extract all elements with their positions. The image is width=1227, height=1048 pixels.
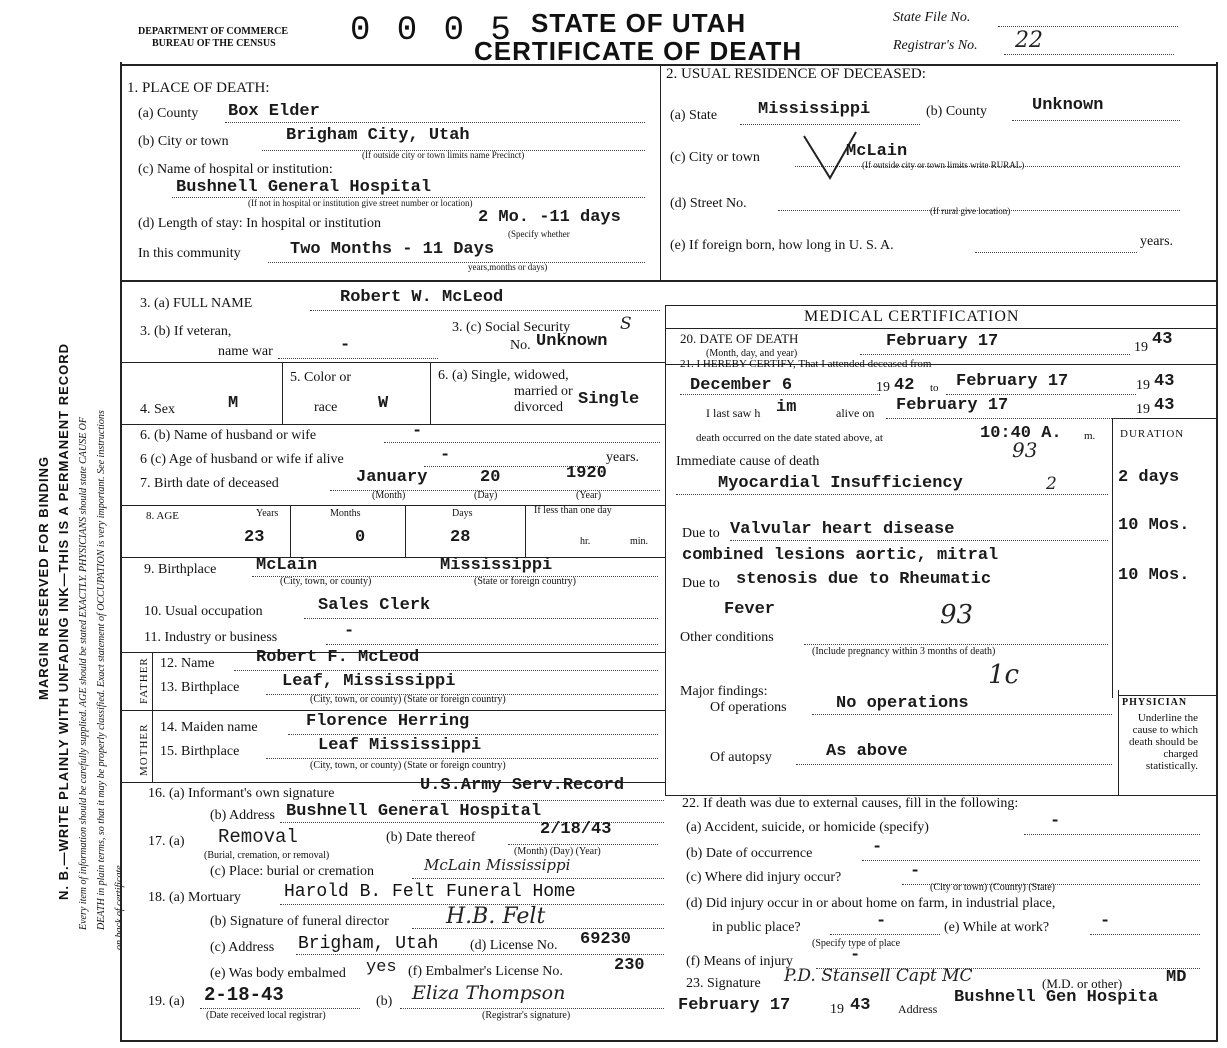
age-months: 0 bbox=[355, 528, 366, 547]
sex-value: M bbox=[228, 394, 239, 413]
removal-label: 17. (a) bbox=[148, 834, 185, 849]
date-of-death-note: (Month, day, and year) bbox=[706, 348, 798, 359]
embalmer-license-label: (f) Embalmer's License No. bbox=[408, 964, 563, 979]
burial-place: McLain Mississippi bbox=[424, 856, 571, 874]
immediate-cause: Myocardial Insufficiency bbox=[718, 474, 963, 493]
alive-year: 43 bbox=[1154, 396, 1175, 415]
due-to-label-1: Due to bbox=[682, 526, 720, 541]
spouse-label: 6. (b) Name of husband or wife bbox=[140, 428, 317, 443]
industry-label: 11. Industry or business bbox=[144, 630, 278, 645]
state-title: STATE OF UTAH bbox=[531, 8, 747, 38]
external-a-label: (a) Accident, suicide, or homicide (specify) bbox=[686, 820, 929, 835]
informant-sig: U.S.Army Serv.Record bbox=[420, 776, 625, 795]
received-label: 19. (a) bbox=[148, 994, 185, 1009]
mother-birth-label: 15. Birthplace bbox=[160, 744, 240, 759]
duration-label: DURATION bbox=[1120, 428, 1185, 440]
residence-years-label: years. bbox=[1140, 234, 1174, 249]
physician-sig-label: 23. Signature bbox=[686, 976, 761, 991]
race-value: W bbox=[378, 394, 389, 413]
place-community-label: In this community bbox=[138, 246, 241, 261]
external-c-label: (c) Where did injury occur? bbox=[686, 870, 842, 885]
license-label: (d) License No. bbox=[470, 938, 558, 953]
removal-value: Removal bbox=[218, 826, 298, 848]
birth-year: 1920 bbox=[566, 464, 607, 483]
mother-note: (City, town, or county) (State or foreign country) bbox=[310, 760, 506, 771]
physician-sig: P.D. Stansell Capt MC bbox=[784, 966, 973, 986]
attended-to-year: 43 bbox=[1154, 372, 1175, 391]
ss-mark: S bbox=[620, 314, 632, 334]
birthplace-note-city: (City, town, or county) bbox=[280, 576, 372, 587]
md-value: MD bbox=[1166, 968, 1187, 987]
bureau-label: BUREAU OF THE CENSUS bbox=[152, 38, 276, 49]
birth-day: 20 bbox=[480, 468, 501, 487]
physician-box-title: PHYSICIAN bbox=[1122, 697, 1188, 708]
due-to-4: Fever bbox=[724, 600, 776, 619]
operations-label: Of operations bbox=[710, 700, 787, 715]
removal-note: (Burial, cremation, or removal) bbox=[204, 850, 330, 861]
industry: - bbox=[344, 622, 355, 641]
race-label: race bbox=[314, 400, 338, 415]
director-sig: H.B. Felt bbox=[446, 904, 546, 929]
occurred-label: death occurred on the date stated above, at bbox=[696, 432, 883, 444]
place-county-label: (a) County bbox=[138, 106, 199, 121]
margin-binding-text: MARGIN RESERVED FOR BINDING bbox=[36, 455, 51, 700]
full-name: Robert W. McLeod bbox=[340, 288, 504, 307]
embalmed-value: yes bbox=[366, 958, 397, 977]
embalmed-label: (e) Was body embalmed bbox=[210, 966, 346, 981]
sex-label: 4. Sex bbox=[140, 402, 175, 417]
from-year-prefix: 19 bbox=[876, 380, 890, 395]
removal-date: 2/18/43 bbox=[540, 820, 612, 839]
informant-label: 16. (a) Informant's own signature bbox=[148, 786, 335, 801]
external-heading: 22. If death was due to external causes, fill in the following: bbox=[682, 796, 1019, 811]
residence-state-label: (a) State bbox=[670, 108, 718, 123]
received-note: (Date received local registrar) bbox=[206, 1010, 326, 1021]
place-hospital-note: (If not in hospital or institution give street number or location) bbox=[248, 198, 473, 208]
ss-label: 3. (c) Social Security bbox=[452, 320, 571, 335]
other-conditions-label: Other conditions bbox=[680, 630, 774, 645]
birthplace-label: 9. Birthplace bbox=[144, 562, 217, 577]
code-mark-3: 1c bbox=[988, 660, 1020, 690]
removal-date-label: (b) Date thereof bbox=[386, 830, 476, 845]
age-less-col: If less than one day bbox=[534, 505, 612, 516]
place-stay-label: (d) Length of stay: In hospital or institution bbox=[138, 216, 382, 231]
code-mark-1: 93 bbox=[1012, 438, 1038, 462]
mother-side-label: MOTHER bbox=[138, 723, 150, 776]
father-birth: Leaf, Mississippi bbox=[282, 672, 456, 691]
birth-month-note: (Month) bbox=[372, 490, 406, 501]
marital-label-3: divorced bbox=[514, 400, 563, 415]
date-of-death-label: 20. DATE OF DEATH bbox=[680, 331, 799, 346]
age-label: 8. AGE bbox=[146, 510, 179, 522]
alive-on-label: alive on bbox=[836, 406, 875, 420]
external-f: - bbox=[850, 946, 861, 965]
place-stay: 2 Mo. -11 days bbox=[478, 208, 621, 227]
certificate-number: 0 0 0 5 bbox=[350, 12, 514, 50]
mother-name-label: 14. Maiden name bbox=[160, 720, 258, 735]
sig-year-prefix: 19 bbox=[830, 1002, 844, 1017]
ss-label-no: No. bbox=[510, 338, 531, 353]
operations: No operations bbox=[836, 694, 969, 713]
full-name-label: 3. (a) FULL NAME bbox=[140, 296, 253, 311]
marital-label: 6. (a) Single, widowed, bbox=[438, 368, 569, 383]
md-label: (M.D. or other) bbox=[1042, 976, 1123, 991]
age-min-label: min. bbox=[630, 536, 649, 547]
to-year-prefix: 19 bbox=[1136, 378, 1150, 393]
physician-box-text: Underline the cause to which death should be charged statistically. bbox=[1128, 712, 1198, 772]
residence-city-note: (If outside city or town limits write RURAL) bbox=[862, 160, 1025, 170]
birth-label: 7. Birth date of deceased bbox=[140, 476, 279, 491]
registrar-b-label: (b) bbox=[376, 994, 393, 1009]
place-hospital: Bushnell General Hospital bbox=[176, 178, 432, 197]
color-label: 5. Color or bbox=[290, 370, 352, 385]
age-months-col: Months bbox=[330, 508, 361, 519]
code-mark-2: 93 bbox=[940, 600, 974, 630]
alive-on: February 17 bbox=[896, 396, 1009, 415]
external-specify-note: (Specify type of place bbox=[812, 938, 901, 949]
external-d2: - bbox=[876, 912, 887, 931]
father-side-label: FATHER bbox=[138, 657, 150, 704]
external-b-label: (b) Date of occurrence bbox=[686, 846, 813, 861]
dod-year: 43 bbox=[1152, 330, 1173, 349]
physician-address-label: Address bbox=[898, 1002, 938, 1016]
other-conditions-note: (Include pregnancy within 3 months of death) bbox=[812, 646, 996, 657]
birthplace-state: Mississippi bbox=[440, 556, 553, 575]
birth-month: January bbox=[356, 468, 428, 487]
age-hr-label: hr. bbox=[580, 536, 591, 547]
external-f-label: (f) Means of injury bbox=[686, 954, 793, 969]
m-label: m. bbox=[1084, 430, 1096, 442]
certify-label: 21. I HEREBY CERTIFY, That I attended deceased from bbox=[680, 358, 932, 370]
age-days: 28 bbox=[450, 528, 471, 547]
mortuary-address: Brigham, Utah bbox=[298, 934, 439, 954]
spouse-age-value: - bbox=[440, 446, 451, 465]
external-c: - bbox=[910, 862, 921, 881]
embalmer-license: 230 bbox=[614, 956, 645, 975]
physician-sig-date: February 17 bbox=[678, 996, 791, 1015]
birthplace-note-state: (State or foreign country) bbox=[474, 576, 576, 587]
birth-year-note: (Year) bbox=[576, 490, 602, 501]
major-findings-label: Major findings: bbox=[680, 684, 768, 699]
due-to-3: stenosis due to Rheumatic bbox=[736, 570, 992, 589]
residence-county-label: (b) County bbox=[926, 104, 988, 119]
age-years: 23 bbox=[244, 528, 265, 547]
physician-address: Bushnell Gen Hospita bbox=[954, 988, 1159, 1007]
last-saw: im bbox=[776, 398, 797, 417]
mother-birth: Leaf Mississippi bbox=[318, 736, 482, 755]
place-city-label: (b) City or town bbox=[138, 134, 229, 149]
last-saw-label: I last saw h bbox=[706, 406, 761, 420]
dod-year-prefix: 19 bbox=[1134, 340, 1148, 355]
alive-year-prefix: 19 bbox=[1136, 402, 1150, 417]
father-note: (City, town, or county) (State or foreign country) bbox=[310, 694, 506, 705]
autopsy: As above bbox=[826, 742, 908, 761]
registrar-no: 22 bbox=[1015, 28, 1043, 53]
father-name-label: 12. Name bbox=[160, 656, 215, 671]
mother-name: Florence Herring bbox=[306, 712, 470, 731]
sig-year: 43 bbox=[850, 996, 871, 1015]
war-label: name war bbox=[218, 344, 273, 359]
autopsy-label: Of autopsy bbox=[710, 750, 772, 765]
residence-heading: 2. USUAL RESIDENCE OF DECEASED: bbox=[666, 66, 926, 82]
residence-city-label: (c) City or town bbox=[670, 150, 760, 165]
war-value: - bbox=[340, 336, 351, 355]
page-title: CERTIFICATE OF DEATH bbox=[474, 36, 803, 66]
residence-street-label: (d) Street No. bbox=[670, 196, 747, 211]
residence-street-note: (If rural give location) bbox=[930, 206, 1011, 216]
mortuary-label: 18. (a) Mortuary bbox=[148, 890, 241, 905]
spouse-age-label: 6 (c) Age of husband or wife if alive bbox=[140, 452, 344, 467]
external-e-label: (e) While at work? bbox=[944, 920, 1050, 935]
ss-value: Unknown bbox=[536, 332, 608, 351]
place-community-note: years,months or days) bbox=[468, 262, 548, 272]
birthplace-city: McLain bbox=[256, 556, 318, 575]
margin-instructions-1: Every item of information should be carefully supplied. AGE should be stated EXACTLY. PHYSICIANS should state CAUSE OF bbox=[78, 416, 89, 930]
place-community: Two Months - 11 Days bbox=[290, 240, 495, 259]
veteran-label: 3. (b) If veteran, bbox=[140, 324, 232, 339]
due-to-2: combined lesions aortic, mitral bbox=[682, 546, 999, 565]
margin-ink-text: N. B.—WRITE PLAINLY WITH UNFADING INK—THIS IS A PERMANENT RECORD bbox=[56, 342, 71, 900]
due-to-1: Valvular heart disease bbox=[730, 520, 955, 539]
residence-county: Unknown bbox=[1032, 96, 1104, 115]
burial-place-label: (c) Place: burial or cremation bbox=[210, 864, 375, 879]
informant-address: Bushnell General Hospital bbox=[286, 802, 542, 821]
registrar-sig-note: (Registrar's signature) bbox=[482, 1010, 571, 1021]
margin-instructions-2: DEATH in plain terms, so that it may be properly classified. Exact statement of OCCUPATION is very important. See instructions bbox=[96, 410, 107, 930]
state-file-label: State File No. bbox=[893, 10, 971, 25]
occupation: Sales Clerk bbox=[318, 596, 431, 615]
father-birth-label: 13. Birthplace bbox=[160, 680, 240, 695]
mortuary: Harold B. Felt Funeral Home bbox=[284, 882, 576, 902]
due-to-3-duration: 10 Mos. bbox=[1118, 566, 1190, 585]
medical-heading: MEDICAL CERTIFICATION bbox=[804, 308, 1020, 325]
age-days-col: Days bbox=[452, 508, 473, 519]
attended-from-year: 42 bbox=[894, 376, 915, 395]
external-e: - bbox=[1100, 912, 1111, 931]
external-a: - bbox=[1050, 812, 1061, 831]
informant-address-label: (b) Address bbox=[210, 808, 275, 823]
code-mark-4: 2 bbox=[1046, 474, 1057, 494]
residence-city: McLain bbox=[846, 142, 908, 161]
margin-instructions-3: on back of certificate. bbox=[114, 862, 125, 950]
marital-value: Single bbox=[578, 390, 640, 409]
residence-state: Mississippi bbox=[758, 100, 871, 119]
removal-date-note: (Month) (Day) (Year) bbox=[514, 846, 601, 857]
external-b: - bbox=[872, 838, 883, 857]
external-d-label: (d) Did injury occur in or about home on farm, in industrial place, bbox=[686, 896, 1056, 911]
place-county: Box Elder bbox=[228, 102, 320, 121]
immediate-duration: 2 days bbox=[1118, 468, 1180, 487]
registrar-no-label: Registrar's No. bbox=[893, 38, 978, 53]
mortuary-address-label: (c) Address bbox=[210, 940, 275, 955]
place-heading: 1. PLACE OF DEATH: bbox=[127, 80, 270, 96]
death-time: 10:40 A. bbox=[980, 424, 1062, 443]
marital-label-2: married or bbox=[514, 384, 573, 399]
attended-from: December 6 bbox=[690, 376, 793, 395]
occupation-label: 10. Usual occupation bbox=[144, 604, 263, 619]
father-name: Robert F. McLeod bbox=[256, 648, 420, 667]
spouse-years-label: years. bbox=[606, 450, 640, 465]
spouse-value: - bbox=[412, 422, 423, 441]
age-years-col: Years bbox=[256, 508, 279, 519]
place-city-note: (If outside city or town limits name Precinct) bbox=[362, 150, 525, 160]
director-label: (b) Signature of funeral director bbox=[210, 914, 389, 929]
received-date: 2-18-43 bbox=[204, 984, 284, 1006]
attended-to: February 17 bbox=[956, 372, 1069, 391]
external-c-note: (City or town) (County) (State) bbox=[930, 882, 1055, 893]
residence-foreign-label: (e) If foreign born, how long in U. S. A. bbox=[670, 238, 894, 253]
due-to-1-duration: 10 Mos. bbox=[1118, 516, 1190, 535]
place-city: Brigham City, Utah bbox=[286, 126, 470, 145]
place-specify-note: (Specify whether bbox=[508, 229, 570, 239]
due-to-label-3: Due to bbox=[682, 576, 720, 591]
immediate-cause-label: Immediate cause of death bbox=[676, 454, 820, 469]
dept-label: DEPARTMENT OF COMMERCE bbox=[138, 26, 289, 37]
registrar-sig: Eliza Thompson bbox=[412, 982, 566, 1004]
external-d2-label: in public place? bbox=[712, 920, 801, 935]
date-of-death: February 17 bbox=[886, 332, 999, 351]
to-label: to bbox=[930, 382, 939, 394]
license-value: 69230 bbox=[580, 930, 632, 949]
birth-day-note: (Day) bbox=[474, 490, 498, 501]
place-hospital-label: (c) Name of hospital or institution: bbox=[138, 162, 333, 177]
